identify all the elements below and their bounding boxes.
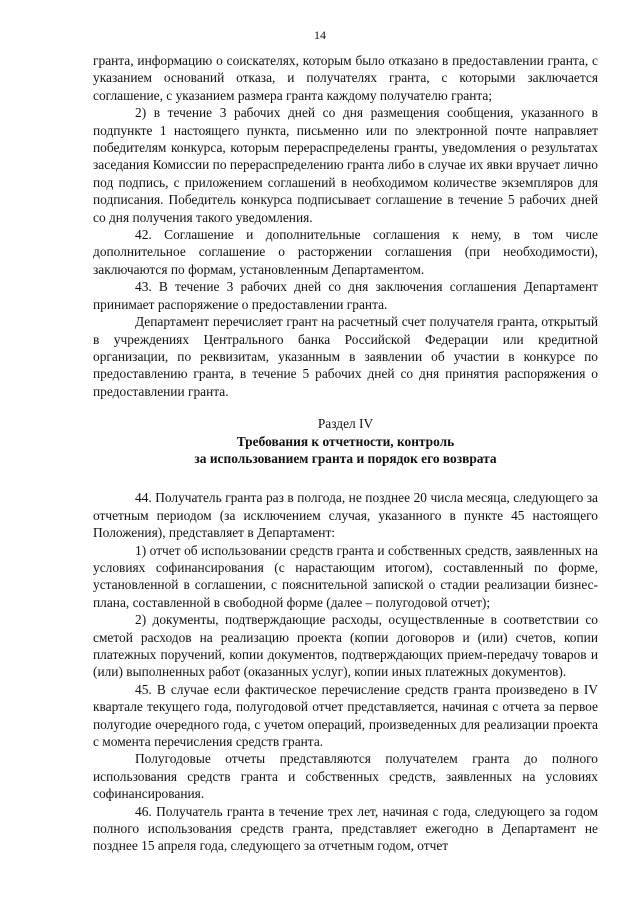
paragraph: Полугодовые отчеты представляются получателем гранта до полного использования средств гранта и собственных средств, заявленных на условиях софинансирования. bbox=[93, 751, 598, 802]
paragraph: Департамент перечисляет грант на расчетный счет получателя гранта, открытый в учреждениях Центрального банка Российской Федерации или кредитной организации, по реквизитам, указанным в заявлении об участии в конкурсе по предоставлению гранта, в течение 5 рабочих дней со дня принятия распоряжения о предоставлении гранта. bbox=[93, 314, 598, 399]
paragraphs-after-section bbox=[93, 489, 598, 855]
section-label: Раздел IV bbox=[317, 416, 374, 432]
paragraph: 43. В течение 3 рабочих дней со дня заключения соглашения Департамент принимает распоряжение о предоставлении гранта. bbox=[93, 279, 598, 312]
paragraph: 46. Получатель гранта в течение трех лет, начиная с года, следующего за годом полного использования средств гранта, представляет ежегодно в Департамент не позднее 15 апреля года, следующего за отчетным годом, отчет bbox=[93, 803, 598, 854]
section-heading bbox=[93, 415, 598, 467]
paragraphs-before-section bbox=[93, 52, 598, 400]
document-body bbox=[93, 52, 598, 855]
section-title-line-2: за использованием гранта и порядок его возврата bbox=[194, 450, 497, 466]
paragraph: 1) отчет об использовании средств гранта и собственных средств, заявленных на условиях софинансирования (с нарастающим итогом), составленный по форме, установленной в соглашении, с пояснительной запиской о стадии реализации бизнес-плана, составленной в свободной форме (далее – полугодовой отчет); bbox=[93, 542, 598, 610]
paragraph: гранта, информацию о соискателях, которым было отказано в предоставлении гранта, с указанием оснований отказа, и получателях гранта, с которыми заключается соглашение, с указанием размера гранта каждому получателю гранта; bbox=[93, 53, 598, 103]
paragraph: 2) документы, подтверждающие расходы, осуществленные в соответствии со сметой расходов на реализацию проекта (копии договоров и (или) счетов, копии платежных поручений, копии документов, подтверждающих прием-передачу товаров и (или) выполненных работ (оказанных услуг), копии иных платежных документов). bbox=[93, 612, 598, 680]
section-title-line-1: Требования к отчетности, контроль bbox=[236, 433, 455, 449]
page-number: 14 bbox=[314, 28, 326, 42]
paragraph: 45. В случае если фактическое перечисление средств гранта произведено в IV квартале текущего года, полугодовой отчет представляется, начиная с отчета за первое полугодие очередного года, с учетом операций, произведенных для реализации проекта с момента перечисления средств гранта. bbox=[93, 681, 598, 750]
paragraph: 44. Получатель гранта раз в полгода, не позднее 20 числа месяца, следующего за отчетным периодом (за исключением случая, указанного в пункте 45 настоящего Положения), представляет в Департамент: bbox=[93, 490, 598, 541]
paragraph: 42. Соглашение и дополнительные соглашения к нему, в том числе дополнительное соглашение о расторжении соглашения (при необходимости), заключаются по формам, установленным Департаментом. bbox=[93, 227, 598, 277]
paragraph: 2) в течение 3 рабочих дней со дня размещения сообщения, указанного в подпункте 1 настоящего пункта, письменно или по электронной почте направляет победителям конкурса, которым перераспределены гранты, уведомления о результатах заседания Комиссии по перераспределению гранта либо в случае их явки вручает лично под подпись, с приложением соглашений в необходимом количестве экземпляров для подписания. Победитель конкурса подписывает соглашение в течение 5 рабочих дней со дня получения такого уведомления. bbox=[93, 105, 598, 225]
